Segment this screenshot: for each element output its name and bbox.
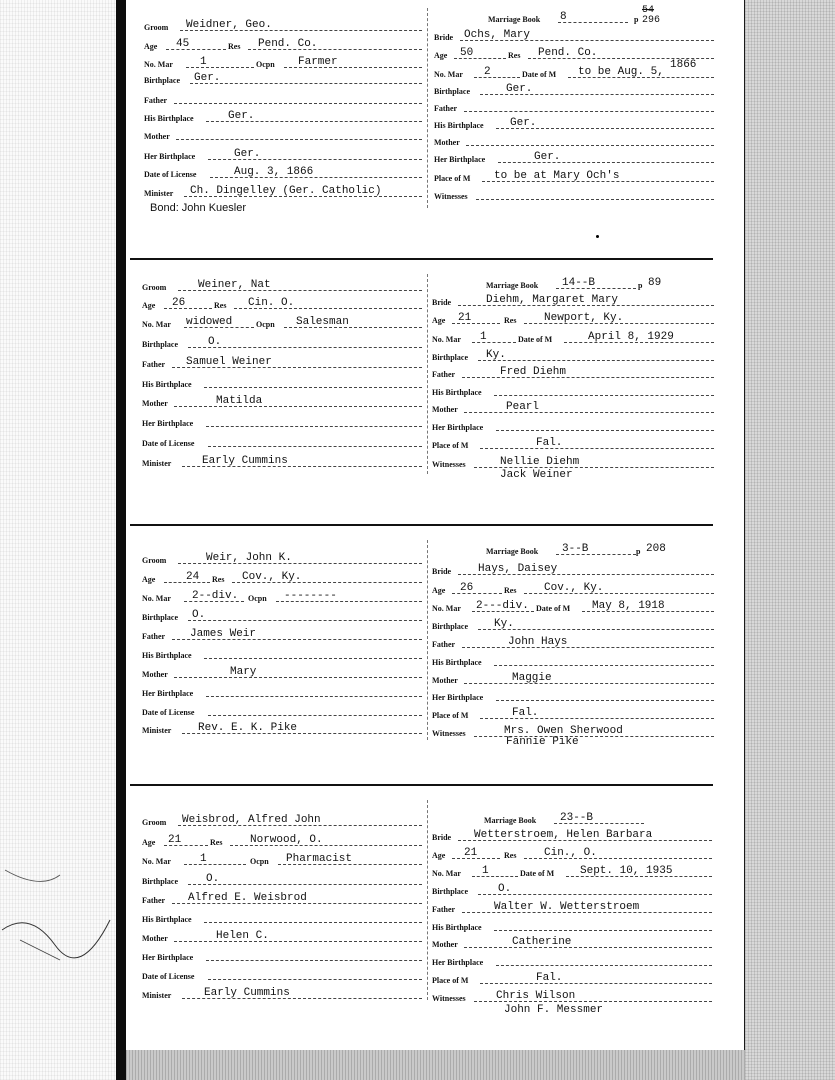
groom-name-field: Groom Weidner, Geo. [144,16,422,34]
bride-her-birthplace-field: Her Birthplace Ger. [434,148,714,166]
groom-his-birthplace-field: His Birthplace [142,908,422,926]
groom-birthplace: O. [206,873,220,885]
bride-age: 50 [460,47,474,59]
bride-birthplace: Ky. [494,618,514,630]
marriage-book-number: 23--B [560,812,594,824]
bride-date-field: Date of M to be Aug. 5, 1866 [522,63,714,81]
marriage-book-number: 3--B [562,543,589,555]
bride-res-field: Res Cin., O. [504,844,712,862]
bride-his-birthplace-field: His Birthplace [432,916,712,934]
bride-no-mar: 2 [484,66,491,78]
bride-father: Fred Diehm [500,366,567,378]
bride-birthplace: O. [498,883,512,895]
bride-marriage-place: Fal. [512,707,539,719]
groom-father: Alfred E. Weisbrod [188,892,307,904]
bond-note: Bond: John Kuesler [150,202,247,214]
bride-marriage-place: Fal. [536,437,563,449]
marriage-book-number: 8 [560,11,567,23]
bride-witnesses: Mrs. Owen Sherwood [504,725,623,737]
groom-his-birthplace: Ger. [228,110,255,122]
groom-no-mar: 1 [200,853,207,865]
bride-marriage-date: to be Aug. 5, [578,66,664,78]
bride-father: John Hays [508,636,568,648]
bride-marriage-place: to be at Mary Och's [494,170,620,182]
bride-place-field: Place of M to be at Mary Och's [434,167,714,185]
bride-age: 21 [464,847,478,859]
column-divider [427,800,429,1000]
groom-name-field: Groom Weisbrod, Alfred John [142,811,422,829]
groom-minister-field: Minister Ch. Dingelley (Ger. Catholic) [144,182,422,200]
groom-mother-field: Mother [144,125,422,143]
bride-his-birthplace-field: His Birthplace Ger. [434,114,714,132]
bride-name-field: Bride Ochs, Mary [434,26,714,44]
bride-marriage-date: May 8, 1918 [592,600,665,612]
groom-birthplace: Ger. [194,72,221,84]
groom-name: Weiner, Nat [198,279,271,291]
marriage-book-number: 14--B [562,277,596,289]
bride-name: Ochs, Mary [464,29,531,41]
bride-res-field: Res Newport, Ky. [504,309,714,327]
groom-age: 24 [186,571,200,583]
bride-age-field: Age 50 [434,44,506,62]
groom-ocpn: Farmer [298,56,338,68]
scan-left-edge [116,0,126,1080]
groom-mother: Helen C. [216,930,269,942]
groom-mother-field: Mother Mary [142,663,422,681]
bride-no-mar: 2---div. [476,600,529,612]
bride-place-field: Place of M Fal. [432,969,712,987]
bride-age-field: Age 26 [432,579,502,597]
bride-no-mar-field: No. Mar 2 [434,63,520,81]
bride-her-birthplace-field: Her Birthplace [432,686,714,704]
bride-marriage-date: April 8, 1929 [588,331,674,343]
groom-name: Weir, John K. [206,552,292,564]
bride-res-field: Res Cov., Ky. [504,579,714,597]
bride-father-field: Father Walter W. Wetterstroem [432,898,712,916]
bride-age: 21 [458,312,472,324]
bride-witnesses-field: Witnesses Nellie Diehm [432,453,714,471]
marriage-book-field: Marriage Book 3--B p 208 [486,543,666,556]
bride-name: Wetterstroem, Helen Barbara [474,829,653,841]
record-separator [130,784,713,786]
groom-ocpn: Pharmacist [286,853,353,865]
groom-name-field: Groom Weiner, Nat [142,276,422,294]
groom-minister-field: Minister Early Cummins [142,984,422,1002]
groom-mother-field: Mother Matilda [142,392,422,410]
bride-no-mar-field: No. Mar 1 [432,862,518,880]
bride-birthplace: Ky. [486,349,506,361]
groom-his-birthplace-field: His Birthplace [142,373,422,391]
bride-name-field: Bride Wetterstroem, Helen Barbara [432,826,712,844]
groom-father-field: Father Alfred E. Weisbrod [142,889,422,907]
bride-mother: Maggie [512,672,552,684]
bride-witnesses-field: Witnesses Mrs. Owen Sherwood [432,722,714,740]
groom-ocpn-field: Ocpn Salesman [256,313,422,331]
marriage-book-field: Marriage Book 23--B [484,809,684,827]
groom-father-field: Father James Weir [142,625,422,643]
groom-her-birthplace-field: Her Birthplace Ger. [144,145,422,163]
groom-age-field: Age 21 [142,831,208,849]
groom-license-field: Date of License [142,432,422,450]
groom-name: Weidner, Geo. [186,19,272,31]
bride-father: Walter W. Wetterstroem [494,901,640,913]
groom-name: Weisbrod, Alfred John [182,814,321,826]
groom-res-field: Res Cin. O. [214,294,422,312]
bride-marriage-place: Fal. [536,972,563,984]
bride-his-birthplace: Ger. [510,117,537,129]
groom-his-birthplace-field: His Birthplace Ger. [144,107,422,125]
bride-age-field: Age 21 [432,844,500,862]
bride-birthplace-field: Birthplace Ky. [432,346,714,364]
groom-res-field: Res Cov., Ky. [212,568,422,586]
groom-license-date: Aug. 3, 1866 [234,166,314,178]
groom-father: Samuel Weiner [186,356,272,368]
groom-mother-field: Mother Helen C. [142,927,422,945]
groom-res: Cin. O. [248,297,295,309]
bride-no-mar: 1 [480,331,487,343]
bride-mother-field: Mother Maggie [432,669,714,687]
bride-his-birthplace-field: His Birthplace [432,381,714,399]
groom-license-field: Date of License [142,965,422,983]
groom-minister-field: Minister Early Cummins [142,452,422,470]
bride-witnesses-2: Fannie Pike [506,736,579,748]
scan-right-margin [745,0,835,1080]
marriage-book-field: Marriage Book 14--B p 89 [486,277,662,290]
groom-birthplace-field: Birthplace O. [142,870,422,888]
groom-her-birthplace-field: Her Birthplace [142,946,422,964]
groom-her-birthplace-field: Her Birthplace [142,682,422,700]
groom-father-field: Father Samuel Weiner [142,353,422,371]
record-separator [130,258,713,260]
bride-marriage-date: Sept. 10, 1935 [580,865,673,877]
groom-birthplace: O. [192,609,206,621]
groom-father: James Weir [190,628,257,640]
groom-license-field: Date of License [142,701,422,719]
scan-bottom-edge [126,1050,745,1080]
column-divider [427,274,429,474]
bride-witnesses-field: Witnesses [434,185,714,203]
bride-date-field: Date of M April 8, 1929 [518,328,714,346]
bride-her-birthplace: Ger. [534,151,561,163]
bride-date-field: Date of M Sept. 10, 1935 [520,862,712,880]
bride-witnesses-field: Witnesses Chris Wilson [432,987,712,1005]
page-number-struck: 54 [642,5,655,16]
bride-father-field: Father Fred Diehm [432,363,714,381]
bride-father-field: Father John Hays [432,633,714,651]
groom-res: Pend. Co. [258,38,318,50]
groom-no-mar-field: No. Mar widowed [142,313,254,331]
bride-age: 26 [460,582,474,594]
bride-mother: Pearl [506,401,540,413]
groom-birthplace-field: Birthplace O. [142,333,422,351]
groom-birthplace: O. [208,336,222,348]
marriage-book-field: Marriage Book 8 p 54 296 [488,5,661,26]
bride-res: Newport, Ky. [544,312,624,324]
groom-age-field: Age 24 [142,568,210,586]
bride-res: Cov., Ky. [544,582,604,594]
page-number: 208 [646,543,666,555]
groom-minister-field: Minister Rev. E. K. Pike [142,719,422,737]
groom-ocpn: -------- [284,590,337,602]
bride-birthplace-field: Birthplace Ger. [434,80,714,98]
groom-birthplace-field: Birthplace Ger. [144,69,422,87]
bride-witnesses: Chris Wilson [496,990,576,1002]
bride-no-mar-field: No. Mar 2---div. [432,597,534,615]
groom-minister: Early Cummins [202,455,288,467]
bride-her-birthplace-field: Her Birthplace [432,951,712,969]
groom-age: 21 [168,834,182,846]
groom-minister: Ch. Dingelley (Ger. Catholic) [190,185,382,197]
bride-no-mar-field: No. Mar 1 [432,328,516,346]
bride-birthplace-field: Birthplace Ky. [432,615,714,633]
bride-res: Pend. Co. [538,47,598,59]
groom-res-field: Res Pend. Co. [228,35,422,53]
groom-no-mar-field: No. Mar 1 [142,850,246,868]
groom-her-birthplace: Ger. [234,148,261,160]
bride-place-field: Place of M Fal. [432,434,714,452]
groom-ocpn: Salesman [296,316,349,328]
bride-res: Cin., O. [544,847,597,859]
groom-age: 26 [172,297,186,309]
groom-no-mar: widowed [186,316,233,328]
column-divider [427,540,429,740]
bride-witnesses-2: Jack Weiner [500,469,573,481]
page-number: 89 [648,277,662,289]
groom-age: 45 [176,38,190,50]
bride-witnesses-2: John F. Messmer [504,1004,604,1016]
bride-birthplace: Ger. [506,83,533,95]
groom-res: Cov., Ky. [242,571,302,583]
groom-name-field: Groom Weir, John K. [142,549,422,567]
bride-mother-field: Mother Pearl [432,398,714,416]
bride-mother: Catherine [512,936,572,948]
bride-birthplace-field: Birthplace O. [432,880,712,898]
bride-mother-field: Mother Catherine [432,933,712,951]
bride-name-field: Bride Hays, Daisey [432,560,714,578]
bride-res-field: Res Pend. Co. [508,44,714,62]
bride-date-field: Date of M May 8, 1918 [536,597,714,615]
pencil-marks [0,850,118,970]
groom-her-birthplace-field: Her Birthplace [142,412,422,430]
bride-no-mar: 1 [482,865,489,877]
groom-age-field: Age 45 [144,35,226,53]
groom-res-field: Res Norwood, O. [210,831,422,849]
groom-ocpn-field: Ocpn Farmer [256,53,422,71]
groom-ocpn-field: Ocpn -------- [248,587,422,605]
bride-father-field: Father [434,97,714,115]
groom-minister: Early Cummins [204,987,290,999]
bride-name: Hays, Daisey [478,563,558,575]
page-number: 296 [642,15,661,26]
groom-no-mar: 2--div. [192,590,239,602]
groom-ocpn-field: Ocpn Pharmacist [250,850,422,868]
bride-name: Diehm, Margaret Mary [486,294,619,306]
groom-mother: Matilda [216,395,263,407]
bride-name-field: Bride Diehm, Margaret Mary [432,291,714,309]
groom-age-field: Age 26 [142,294,212,312]
groom-minister: Rev. E. K. Pike [198,722,298,734]
groom-no-mar-field: No. Mar 1 [144,53,254,71]
record-separator [130,524,713,526]
groom-no-mar: 1 [200,56,207,68]
bride-age-field: Age 21 [432,309,500,327]
bride-mother-field: Mother [434,131,714,149]
groom-license-field: Date of License Aug. 3, 1866 [144,163,422,181]
bride-her-birthplace-field: Her Birthplace [432,416,714,434]
groom-no-mar-field: No. Mar 2--div. [142,587,244,605]
groom-res: Norwood, O. [250,834,323,846]
groom-father-field: Father [144,89,422,107]
groom-birthplace-field: Birthplace O. [142,606,422,624]
groom-mother: Mary [230,666,257,678]
groom-his-birthplace-field: His Birthplace [142,644,422,662]
bride-his-birthplace-field: His Birthplace [432,651,714,669]
bride-witnesses: Nellie Diehm [500,456,580,468]
bride-marriage-year: 1866 [670,59,697,71]
column-divider [427,8,429,208]
bride-place-field: Place of M Fal. [432,704,714,722]
